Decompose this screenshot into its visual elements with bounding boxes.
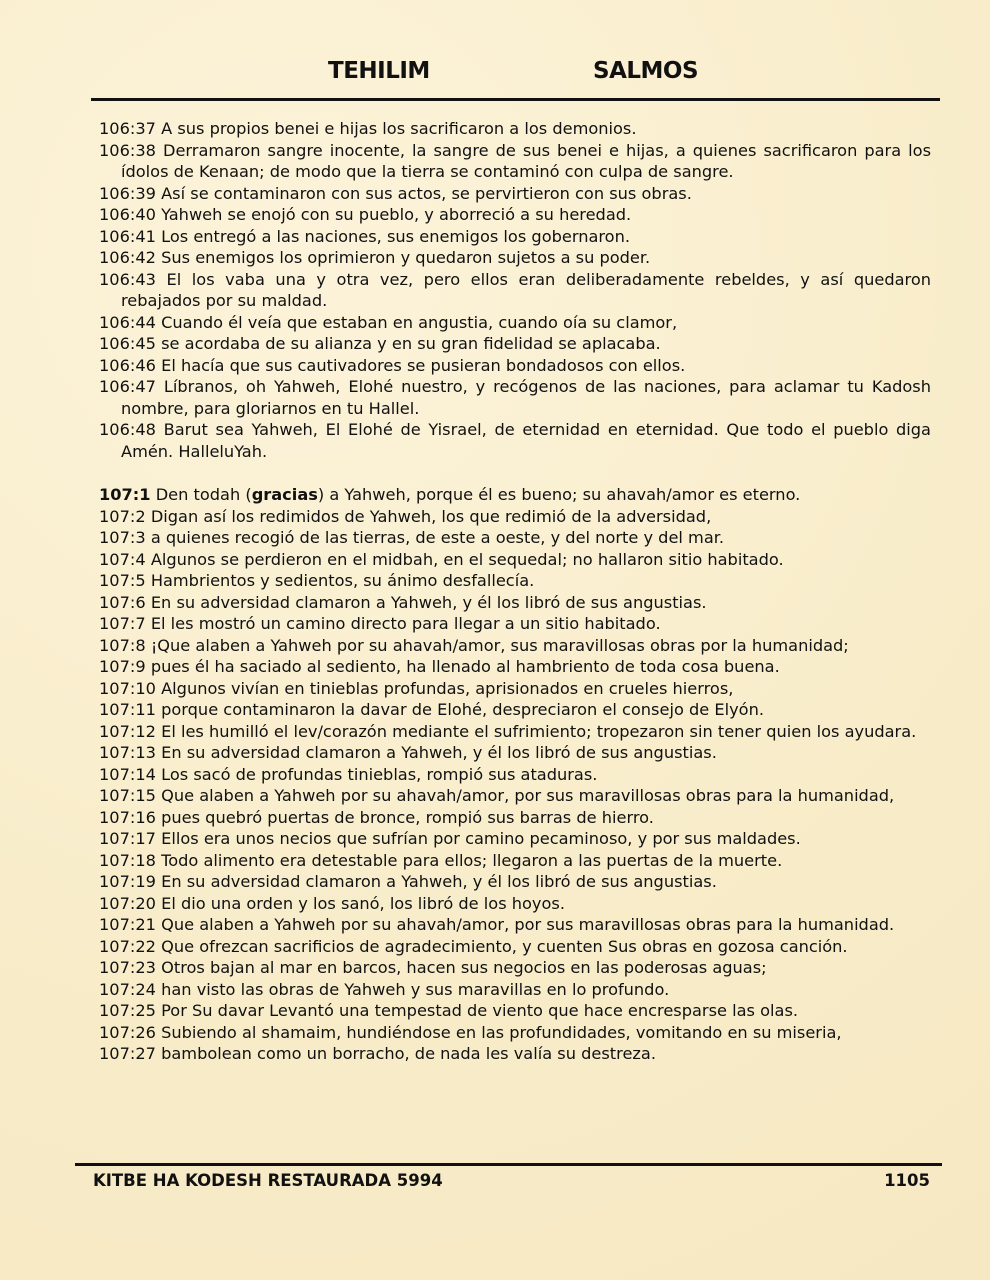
- verse-ref: 107:24: [99, 979, 156, 999]
- verse-ref: 107:9: [99, 657, 146, 676]
- verse-text: Sus enemigos los oprimieron y quedaron sujetos a su poder.: [161, 248, 651, 267]
- verse-ref: 106:38: [99, 140, 156, 160]
- verse-text: han visto las obras de Yahweh y sus maravillas en lo profundo.: [161, 979, 670, 999]
- verse-ref: 107:17: [99, 829, 156, 848]
- chapter-gap: [95, 462, 931, 484]
- verse: [95, 226, 931, 248]
- verse-ref: 107:1: [99, 485, 151, 504]
- verse-text-pre: Den todah (: [155, 485, 252, 504]
- verse: [95, 635, 931, 657]
- chapter-107: [95, 506, 931, 1065]
- verse-ref: 107:11: [99, 700, 156, 719]
- verse: [95, 247, 931, 269]
- verse-text: Algunos vivían en tinieblas profundas, aprisionados en crueles hierros,: [161, 678, 734, 698]
- verse-text: Ellos era unos necios que sufrían por camino pecaminoso, y por sus maldades.: [161, 829, 801, 848]
- verse: [95, 183, 931, 205]
- verse: [95, 1000, 931, 1022]
- verse-text: Digan así los redimidos de Yahweh, los que redimió de la adversidad,: [150, 506, 712, 526]
- verse: [95, 957, 931, 979]
- verse: [95, 592, 931, 614]
- verse: [95, 699, 931, 721]
- verse: [95, 871, 931, 893]
- verse-text: Que alaben a Yahweh por su ahavah/amor, por sus maravillosas obras para la humanidad,: [161, 786, 895, 805]
- verse-text: Que ofrezcan sacrificios de agradecimiento, y cuenten Sus obras en gozosa canción.: [161, 936, 848, 956]
- verse-ref: 107:16: [99, 807, 156, 827]
- verse: [95, 118, 931, 140]
- header-rule: [91, 98, 940, 101]
- verse-text: El les mostró un camino directo para llegar a un sitio habitado.: [150, 614, 661, 633]
- chapter-106: [95, 118, 931, 462]
- verse-ref: 106:45: [99, 334, 156, 353]
- scripture-text: [95, 118, 931, 1065]
- header-book-hebrew: TEHILIM: [328, 58, 430, 84]
- verse-text: pues él ha saciado al sediento, ha llenado al hambriento de toda cosa buena.: [150, 657, 780, 676]
- verse: [95, 914, 931, 936]
- verse: [95, 850, 931, 872]
- verse-ref: 107:4: [99, 549, 146, 569]
- verse-ref: 106:44: [99, 312, 156, 332]
- verse-ref: 107:10: [99, 678, 156, 698]
- page-footer: [0, 1171, 990, 1195]
- verse-ref: 107:13: [99, 743, 156, 762]
- verse-text: El les humilló el lev/corazón mediante el sufrimiento; tropezaron sin tener quien los ayudara.: [161, 721, 917, 741]
- verse: [95, 785, 931, 807]
- verse: [95, 721, 931, 743]
- verse-text: Barut sea Yahweh, El Elohé de Yisrael, de eternidad en eternidad. Que todo el pueblo diga Amén. HalleluYah.: [121, 420, 931, 461]
- verse-text: porque contaminaron la davar de Elohé, despreciaron el consejo de Elyón.: [161, 700, 764, 719]
- verse-ref: 107:18: [99, 850, 156, 870]
- verse-107-1: [95, 484, 931, 506]
- verse-text: Cuando él veía que estaban en angustia, cuando oía su clamor,: [161, 312, 678, 332]
- footer-rule: [75, 1163, 942, 1166]
- verse: [95, 570, 931, 592]
- verse: [95, 979, 931, 1001]
- verse-ref: 107:12: [99, 721, 156, 741]
- verse-ref: 107:20: [99, 893, 156, 913]
- verse-text: Derramaron sangre inocente, la sangre de sus benei e hijas, a quienes sacrificaron para los ídolos de Kenaan; de modo que la tierra se contaminó con culpa de sangre.: [121, 140, 931, 181]
- verse-ref: 106:40: [99, 205, 156, 224]
- verse-text: En su adversidad clamaron a Yahweh, y él los libró de sus angustias.: [150, 592, 707, 612]
- page-number: 1105: [884, 1171, 930, 1190]
- verse: [95, 678, 931, 700]
- verse-ref: 106:39: [99, 183, 156, 203]
- verse: [95, 355, 931, 377]
- verse-text: Los entregó a las naciones, sus enemigos los gobernaron.: [161, 226, 630, 246]
- verse: [95, 140, 931, 183]
- verse-text: a quienes recogió de las tierras, de este a oeste, y del norte y del mar.: [150, 528, 725, 547]
- verse-text: se acordaba de su alianza y en su gran fidelidad se aplacaba.: [161, 334, 661, 353]
- verse-text: Algunos se perdieron en el midbah, en el sequedal; no hallaron sitio habitado.: [150, 549, 784, 569]
- verse: [95, 656, 931, 678]
- verse: [95, 807, 931, 829]
- verse-ref: 107:3: [99, 528, 146, 547]
- verse-text: El dio una orden y los sanó, los libró de los hoyos.: [161, 893, 565, 913]
- verse: [95, 527, 931, 549]
- verse-ref: 107:7: [99, 614, 146, 633]
- verse-text: Otros bajan al mar en barcos, hacen sus negocios en las poderosas aguas;: [161, 958, 767, 977]
- verse-ref: 106:42: [99, 248, 156, 267]
- verse: [95, 376, 931, 419]
- verse-ref: 106:41: [99, 226, 156, 246]
- verse-ref: 107:8: [99, 635, 146, 655]
- verse-ref: 107:21: [99, 915, 156, 934]
- verse-ref: 106:43: [99, 269, 156, 289]
- verse-text: Los sacó de profundas tinieblas, rompió sus ataduras.: [161, 764, 598, 784]
- verse-text: Todo alimento era detestable para ellos; llegaron a las puertas de la muerte.: [161, 850, 783, 870]
- verse-text: En su adversidad clamaron a Yahweh, y él los libró de sus angustias.: [161, 872, 717, 891]
- verse: [95, 333, 931, 355]
- verse-ref: 107:25: [99, 1001, 156, 1020]
- verse-text: Yahweh se enojó con su pueblo, y aborreció a su heredad.: [161, 205, 632, 224]
- verse: [95, 742, 931, 764]
- verse-ref: 106:48: [99, 420, 156, 439]
- footer-title: KITBE HA KODESH RESTAURADA 5994: [93, 1171, 443, 1190]
- verse-text: Así se contaminaron con sus actos, se pervirtieron con sus obras.: [161, 183, 692, 203]
- verse-ref: 107:15: [99, 786, 156, 805]
- verse-ref: 107:27: [99, 1044, 156, 1063]
- verse: [95, 204, 931, 226]
- verse-ref: 107:5: [99, 571, 146, 590]
- verse-ref: 107:22: [99, 936, 156, 956]
- verse: [95, 936, 931, 958]
- verse-ref: 106:37: [99, 119, 156, 138]
- verse-ref: 107:6: [99, 592, 146, 612]
- verse: [95, 549, 931, 571]
- verse-text: bambolean como un borracho, de nada les valía su destreza.: [161, 1044, 656, 1063]
- verse-text: En su adversidad clamaron a Yahweh, y él los libró de sus angustias.: [161, 743, 717, 762]
- verse: [95, 893, 931, 915]
- verse-ref: 106:46: [99, 355, 156, 375]
- verse-text: Hambrientos y sedientos, su ánimo desfallecía.: [150, 571, 535, 590]
- verse-text-post: ) a Yahweh, porque él es bueno; su ahavah/amor es eterno.: [317, 485, 801, 504]
- verse: [95, 828, 931, 850]
- page-header: [0, 58, 990, 92]
- verse-text: A sus propios benei e hijas los sacrificaron a los demonios.: [161, 119, 637, 138]
- verse-text: ¡Que alaben a Yahweh por su ahavah/amor, sus maravillosas obras por la humanidad;: [150, 635, 849, 655]
- verse-text-bold: gracias: [251, 485, 318, 504]
- verse-ref: 107:19: [99, 872, 156, 891]
- verse-text: Por Su davar Levantó una tempestad de viento que hace encresparse las olas.: [161, 1001, 799, 1020]
- verse-ref: 107:23: [99, 958, 156, 977]
- verse-text: pues quebró puertas de bronce, rompió sus barras de hierro.: [161, 807, 654, 827]
- verse-text: Que alaben a Yahweh por su ahavah/amor, por sus maravillosas obras para la humanidad.: [161, 915, 895, 934]
- verse-ref: 107:26: [99, 1022, 156, 1042]
- verse: [95, 1043, 931, 1065]
- verse: [95, 1022, 931, 1044]
- verse: [95, 269, 931, 312]
- verse-text: Líbranos, oh Yahweh, Elohé nuestro, y recógenos de las naciones, para aclamar tu Kadosh nombre, para gloriarnos en tu Hallel.: [121, 377, 931, 418]
- verse-ref: 107:14: [99, 764, 156, 784]
- verse-text: El hacía que sus cautivadores se pusieran bondadosos con ellos.: [161, 355, 686, 375]
- verse: [95, 419, 931, 462]
- verse-text: El los vaba una y otra vez, pero ellos eran deliberadamente rebeldes, y así quedaron rebajados por su maldad.: [121, 269, 931, 310]
- verse: [95, 312, 931, 334]
- verse: [95, 613, 931, 635]
- verse: [95, 506, 931, 528]
- verse: [95, 764, 931, 786]
- header-book-spanish: SALMOS: [593, 58, 699, 84]
- verse-ref: 107:2: [99, 506, 146, 526]
- verse-ref: 106:47: [99, 377, 156, 396]
- verse-text: Subiendo al shamaim, hundiéndose en las profundidades, vomitando en su miseria,: [161, 1022, 842, 1042]
